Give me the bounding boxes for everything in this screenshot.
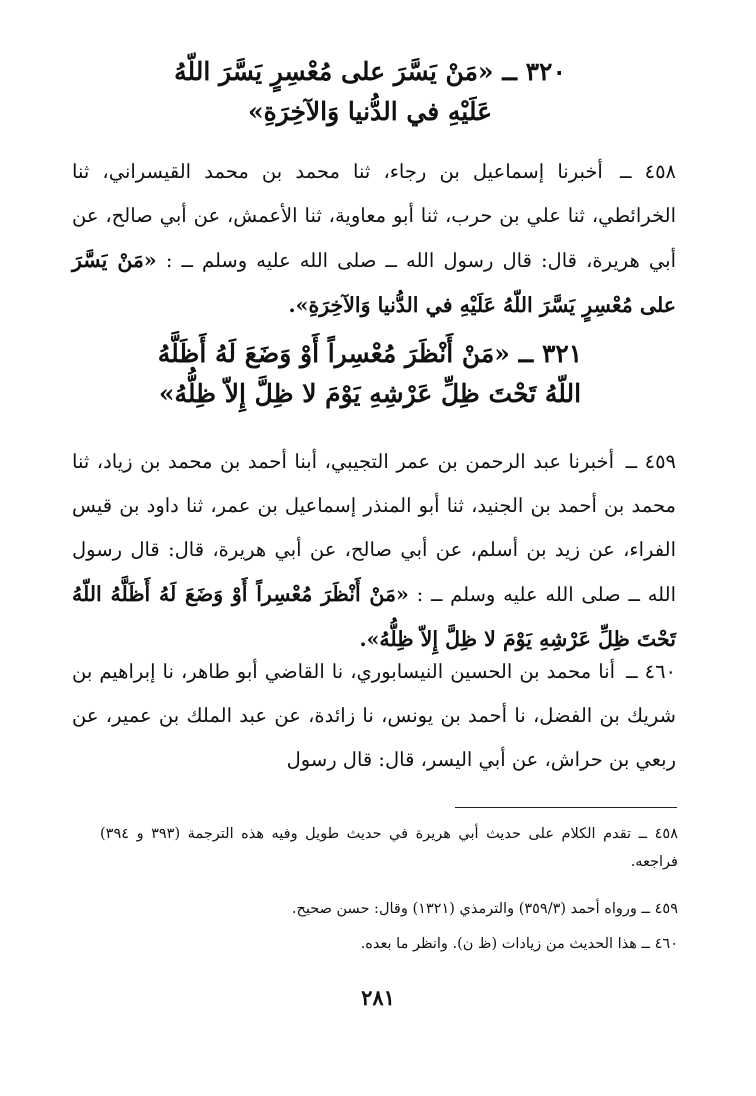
hadith-458-paragraph — [72, 150, 676, 328]
hadith-459-chain: أخبرنا عبد الرحمن بن عمر التجيبي، أبنا أحمد بن محمد بن زياد، ثنا محمد بن أحمد بن الجنيد، ثنا أبو المنذر إسماعيل بن عمر، ثنا داود بن قيس الفراء، عن زيد بن أسلم، عن أبي صالح، عن أبي هريرة، قال: قال رسول الله ــ صلى الله عليه وسلم ــ : — [72, 450, 676, 606]
footnote-459: ٤٥٩ ــ ورواه أحمد (٣٥٩/٣) والترمذي (١٣٢١) وقال: حسن صحيح. — [291, 901, 678, 917]
hadith-459-paragraph — [72, 440, 676, 662]
hadith-321-title: ٣٢١ ــ «مَنْ أَنْظَرَ مُعْسِراً أَوْ وَضَعَ لَهُ أَظَلَّهُ اللّهُ تَحْتَ ظِلِّ عَرْشِهِ يَوْمَ لا ظِلَّ إِلاّ ظِلُّهُ» — [157, 339, 583, 408]
hadith-458-number: ٤٥٨ ــ — [620, 160, 677, 183]
page-number: ٢٨١ — [361, 985, 395, 1010]
hadith-458-quote: «مَنْ يَسَّرَ على مُعْسِرٍ يَسَّرَ اللّهُ عَلَيْهِ في الدُّنيا وَالآخِرَةِ». — [72, 248, 676, 317]
hadith-320-title: ٣٢٠ ــ «مَنْ يَسَّرَ على مُعْسِرٍ يَسَّرَ اللّهُ عَلَيْهِ في الدُّنيا وَالآخِرَةِ» — [174, 57, 566, 126]
footnote-separator — [455, 807, 677, 808]
hadith-460-text: أنا محمد بن الحسين النيسابوري، نا القاضي أبو طاهر، نا إبراهيم بن شريك بن الفضل، نا أحمد بن يونس، نا زائدة، عن عبد الملك بن عمير، عن ربعي بن حراش، عن أبي اليسر، قال: قال رسول — [72, 660, 676, 771]
hadith-459-number: ٤٥٩ ــ — [625, 450, 677, 473]
footnote-458: ٤٥٨ ــ تقدم الكلام على حديث أبي هريرة في حديث طويل وفيه هذه الترجمة (٣٩٣ و ٣٩٤) فراجعه. — [100, 826, 678, 870]
hadith-459-quote: «مَنْ أَنْظَرَ مُعْسِراً أَوْ وَضَعَ لَهُ أَظَلَّهُ اللّهُ تَحْتَ ظِلِّ عَرْشِهِ يَوْمَ لا ظِلَّ إِلاّ ظِلُّهُ». — [72, 582, 676, 651]
hadith-458-chain: أخبرنا إسماعيل بن رجاء، ثنا محمد بن محمد القيسراني، ثنا الخرائطي، ثنا علي بن حرب، ثنا أبو معاوية، ثنا الأعمش، عن أبي صالح، عن أبي هريرة، قال: قال رسول الله ــ صلى الله عليه وسلم ــ : — [72, 160, 676, 272]
hadith-460-number: ٤٦٠ ــ — [626, 660, 677, 683]
footnote-460: ٤٦٠ ــ هذا الحديث من زيادات (ظ ن). وانظر ما بعده. — [360, 936, 678, 952]
hadith-460-paragraph — [72, 650, 676, 782]
